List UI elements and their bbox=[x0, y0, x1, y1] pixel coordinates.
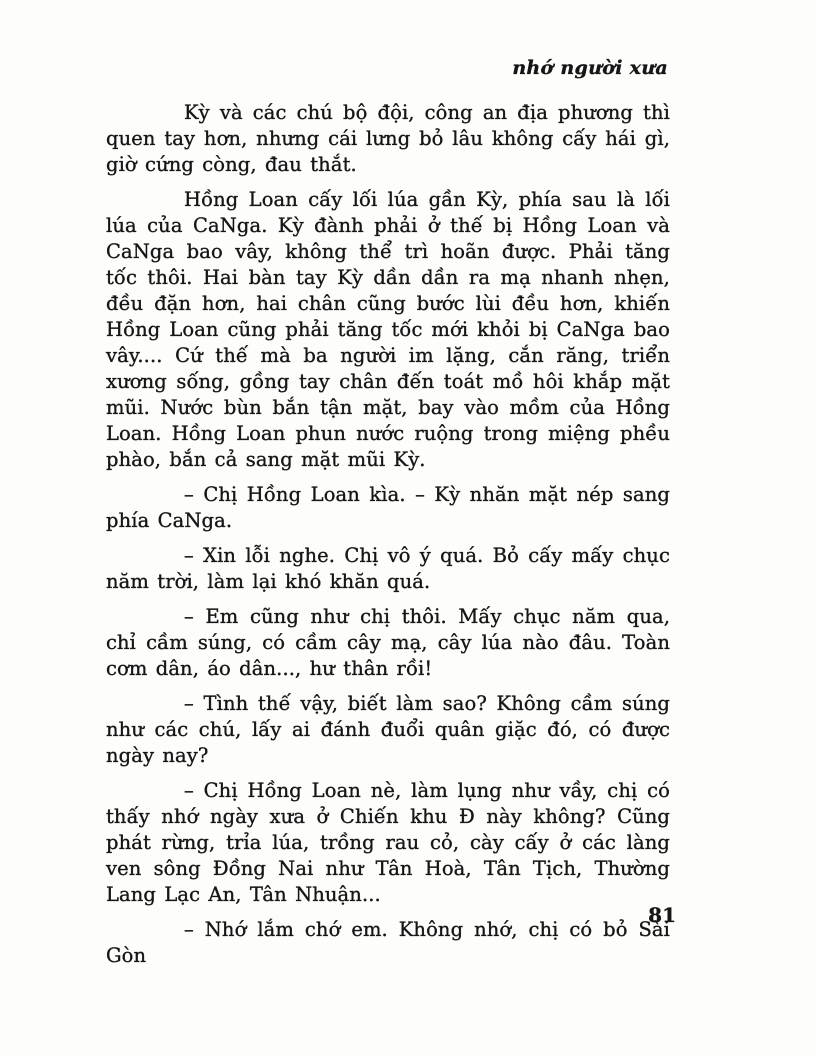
running-header: nhớ người xưa bbox=[512, 57, 668, 79]
page-number: 81 bbox=[648, 903, 676, 927]
text-block bbox=[106, 100, 670, 969]
body-paragraph: Kỳ và các chú bộ đội, công an địa phương thì quen tay hơn, nhưng cái lưng bỏ lâu không cấy hái gì, giờ cứng còng, đau thắt. bbox=[106, 101, 670, 176]
body-paragraph: Hồng Loan cấy lối lúa gần Kỳ, phía sau là lối lúa của CaNga. Kỳ đành phải ở thế bị Hồng Loan và CaNga bao vây, không thể trì hoãn được. Phải tăng tốc thôi. Hai bàn tay Kỳ dần dần ra mạ nhanh nhẹn, đều đặn hơn, hai chân cũng bước lùi đều hơn, khiến Hồng Loan cũng phải tăng tốc mới khỏi bị CaNga bao vây.... Cứ thế mà ba người im lặng, cắn răng, triển xương sống, gồng tay chân đến toát mồ hôi khắp mặt mũi. Nước bùn bắn tận mặt, bay vào mồm của Hồng Loan. Hồng Loan phun nước ruộng trong miệng phều phào, bắn cả sang mặt mũi Kỳ. bbox=[106, 188, 670, 471]
body-paragraph-dialogue: – Em cũng như chị thôi. Mấy chục năm qua, chỉ cầm súng, có cầm cây mạ, cây lúa nào đâu. Toàn cơm dân, áo dân..., hư thân rồi! bbox=[106, 605, 670, 680]
body-paragraph-dialogue: – Tình thế vậy, biết làm sao? Không cầm súng như các chú, lấy ai đánh đuổi quân giặc đó, có được ngày nay? bbox=[106, 692, 670, 767]
body-paragraph-dialogue: – Nhớ lắm chớ em. Không nhớ, chị có bỏ Sài Gòn bbox=[106, 918, 670, 967]
body-paragraph-dialogue: – Chị Hồng Loan nè, làm lụng như vầy, chị có thấy nhớ ngày xưa ở Chiến khu Đ này không? Cũng phát rừng, trỉa lúa, trồng rau cỏ, cày cấy ở các làng ven sông Đồng Nai như Tân Hoà, Tân Tịch, Thường Lang Lạc An, Tân Nhuận... bbox=[106, 779, 670, 906]
body-paragraph-dialogue: – Chị Hồng Loan kìa. – Kỳ nhăn mặt nép sang phía CaNga. bbox=[106, 483, 670, 532]
body-paragraph-dialogue: – Xin lỗi nghe. Chị vô ý quá. Bỏ cấy mấy chục năm trời, làm lại khó khăn quá. bbox=[106, 544, 670, 593]
